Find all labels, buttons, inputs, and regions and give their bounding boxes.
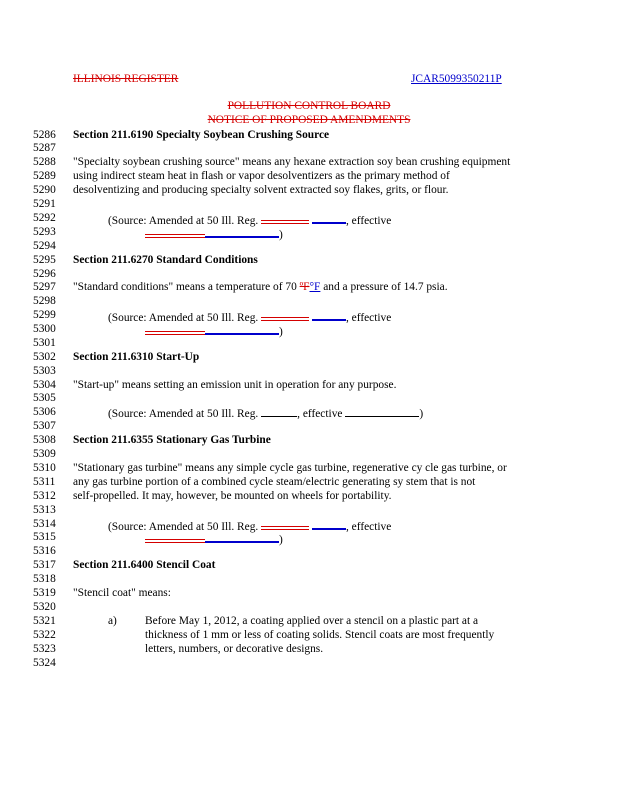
definition-text-end: and a pressure of 14.7 psia. [323,281,448,293]
line-number: 5294 [33,240,56,252]
source-note-continuation [145,531,283,547]
line-number: 5299 [33,309,56,321]
notice-title: NOTICE OF PROPOSED AMENDMENTS [207,114,411,126]
register-title: ILLINOIS REGISTER [73,73,179,85]
line-number: 5286 [33,129,56,141]
definition-text: using indirect steam heat in flash or vapor desolventizers as the primary method of [73,170,450,182]
list-item-text: thickness of 1 mm or less of coating solids. Stencil coats are most frequently [145,629,495,641]
section-heading: Section 211.6355 Stationary Gas Turbine [73,434,271,446]
source-note-mid: , effective [297,408,343,420]
line-number: 5320 [33,601,56,613]
line-number: 5298 [33,295,56,307]
line-number: 5309 [33,448,56,460]
inserted-blank [312,309,346,321]
line-number: 5301 [33,337,56,349]
line-number: 5305 [33,392,56,404]
line-number: 5313 [33,504,56,516]
definition-text: "Stationary gas turbine" means any simple cycle gas turbine, regenerative cy cle gas turbine, or [73,462,507,474]
source-note-end: ) [419,408,424,420]
source-note-mid: , effective [345,215,392,227]
line-number: 5287 [33,142,56,154]
source-note-start: (Source: Amended at 50 Ill. Reg. [108,521,259,533]
line-number: 5290 [33,184,56,196]
deleted-blank [261,520,309,530]
line-number: 5316 [33,545,56,557]
line-number: 5321 [33,615,56,627]
list-item-text: Before May 1, 2012, a coating applied over a stencil on a plastic part at a [145,615,479,627]
list-item-label: a) [108,615,117,627]
deleted-blank [145,325,205,335]
section-heading: Section 211.6310 Start-Up [73,351,200,363]
line-number: 5308 [33,434,56,446]
definition-text [73,281,448,294]
line-number: 5292 [33,212,56,224]
reg-blank [261,406,297,417]
line-number: 5295 [33,254,56,266]
definition-text: "Specialty soybean crushing source" means any hexane extraction soy bean crushing equipment [73,156,511,168]
line-number: 5288 [33,156,56,168]
line-number: 5318 [33,573,56,585]
source-note-start: (Source: Amended at 50 Ill. Reg. [108,215,259,227]
line-number: 5289 [33,170,56,182]
line-number: 5323 [33,643,56,655]
list-item-text: letters, numbers, or decorative designs. [145,643,324,655]
inserted-blank [312,212,346,224]
line-number: 5303 [33,365,56,377]
line-number: 5324 [33,657,56,669]
source-note-continuation [145,226,283,242]
line-number: 5310 [33,462,56,474]
line-number: 5317 [33,559,56,571]
line-number: 5291 [33,198,56,210]
line-number: 5311 [33,476,56,488]
line-number: 5322 [33,629,56,641]
deleted-blank [261,311,309,321]
line-number: 5312 [33,490,56,502]
source-note-end: ) [279,534,283,546]
effective-blank [345,406,419,417]
inserted-text: °F [309,281,321,293]
definition-text: self-propelled. It may, however, be mounted on wheels for portability. [73,490,392,502]
line-number: 5302 [33,351,56,363]
source-note-end: ) [279,326,283,338]
source-note-end: ) [279,229,283,241]
deleted-blank [145,228,205,238]
source-note-mid: , effective [345,521,392,533]
inserted-blank [205,226,279,238]
source-note-continuation [145,323,283,339]
definition-text: "Start-up" means setting an emission unit in operation for any purpose. [73,379,397,391]
definition-text: any gas turbine portion of a combined cycle steam/electric generating sy stem that is not [73,476,476,488]
source-note-start: (Source: Amended at 50 Ill. Reg. [108,312,259,324]
jcar-code: JCAR5099350211P [411,73,502,85]
line-number: 5306 [33,406,56,418]
source-note-mid: , effective [345,312,392,324]
line-number: 5319 [33,587,56,599]
inserted-blank [312,518,346,530]
source-note-start: (Source: Amended at 50 Ill. Reg. [108,408,259,420]
line-number: 5297 [33,281,56,293]
line-number: 5315 [33,531,56,543]
definition-text-start: "Standard conditions" means a temperature of 70 [73,281,297,293]
board-name: POLLUTION CONTROL BOARD [227,100,391,112]
section-heading: Section 211.6270 Standard Conditions [73,254,258,266]
line-number: 5314 [33,518,56,530]
definition-text: "Stencil coat" means: [73,587,171,599]
section-heading: Section 211.6400 Stencil Coat [73,559,216,571]
deleted-text: ºF [299,281,310,293]
line-number: 5296 [33,268,56,280]
section-heading: Section 211.6190 Specialty Soybean Crushing Source [73,129,330,141]
line-number: 5293 [33,226,56,238]
line-number: 5304 [33,379,56,391]
deleted-blank [145,533,205,543]
deleted-blank [261,214,309,224]
source-note [108,406,423,421]
inserted-blank [205,323,279,335]
inserted-blank [205,531,279,543]
line-number: 5307 [33,420,56,432]
definition-text: desolventizing and producing specialty solvent extracted soy flakes, grits, or flour. [73,184,449,196]
line-number: 5300 [33,323,56,335]
